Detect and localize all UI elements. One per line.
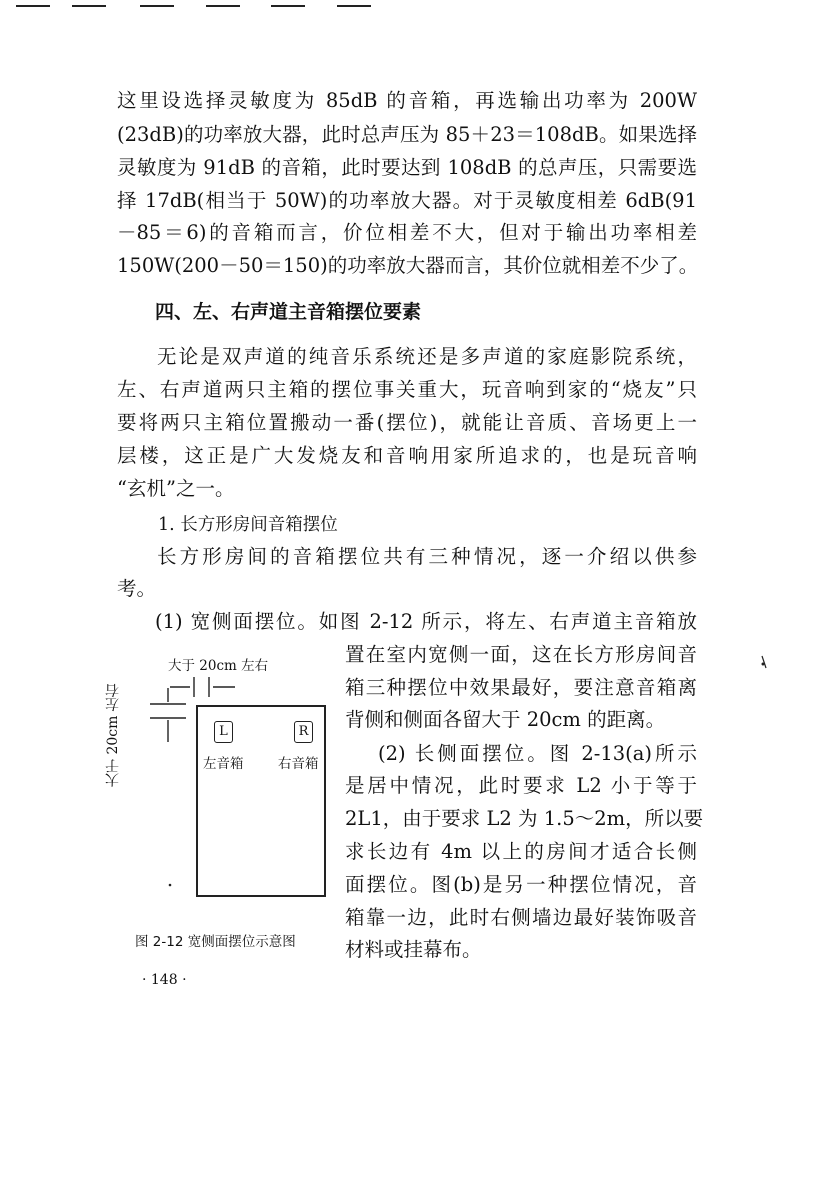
paragraph-line: 层楼，这正是广大发烧友和音响用家所追求的，也是玩音响 [117,444,697,467]
paragraph-line: 要将两只主箱位置搬动一番(摆位)，就能让音质、音场更上一 [117,411,697,434]
top-rule-dash [72,5,106,7]
paragraph-line: 背侧和侧面各留大于 20cm 的距离。 [345,708,666,731]
paragraph-line: 长方形房间的音箱摆位共有三种情况，逐一介绍以供参 [157,545,697,568]
left-speaker-icon: L [214,721,233,743]
top-rule-dash [271,5,305,7]
paragraph-line: (23dB)的功率放大器，此时总声压为 85＋23＝108dB。如果选择 [117,123,697,146]
paragraph-line: 箱靠一边，此时右侧墙边最好装饰吸音 [345,906,697,929]
paragraph-line: 择 17dB(相当于 50W)的功率放大器。对于灵敏度相差 6dB(91 [117,189,697,212]
paragraph-line: 这里设选择灵敏度为 85dB 的音箱，再选输出功率为 200W [117,89,697,112]
paragraph-line: (2) 长侧面摆位。图 2-13(a)所示 [378,742,697,765]
stray-mark [762,656,766,668]
room-outline [196,705,326,897]
top-distance-label: 大于 20cm 左右 [168,658,269,674]
subheading: 1. 长方形房间音箱摆位 [158,515,338,535]
paragraph-line: 灵敏度为 91dB 的音箱，此时要达到 108dB 的总声压，只需要选 [117,156,697,179]
side-distance-label: 大于 20cm 左右 [105,683,121,787]
paragraph-line: 无论是双声道的纯音乐系统还是多声道的家庭影院系统， [157,345,697,368]
paragraph-line: 2L1，由于要求 L2 为 1.5～2m，所以要 [345,807,704,830]
top-rule-dash [337,5,371,7]
figure-caption: 图 2-12 宽侧面摆位示意图 [135,934,296,950]
right-speaker-label: 右音箱 [278,756,319,772]
paragraph-line: －85＝6)的音箱而言，价位相差不大，但对于输出功率相差 [117,221,697,244]
top-rule-dash [16,5,50,7]
stray-mark [762,663,765,666]
top-rule-dash [140,5,174,7]
paragraph-line: 材料或挂幕布。 [345,938,482,961]
paragraph-line: 箱三种摆位中效果最好，要注意音箱离 [345,676,697,699]
paragraph-line: 左、右声道两只主箱的摆位事关重大，玩音响到家的“烧友”只 [117,378,697,401]
paragraph-line: 面摆位。图(b)是另一种摆位情况，音 [345,873,697,896]
left-speaker-label: 左音箱 [203,756,244,772]
section-heading: 四、左、右声道主音箱摆位要素 [155,301,422,323]
paragraph-line: 考。 [117,577,157,600]
stray-dot [169,884,172,887]
paragraph-line: “玄机”之一。 [117,477,235,500]
paragraph-line: 求长边有 4m 以上的房间才适合长侧 [345,840,697,863]
paragraph-line: 150W(200－50＝150)的功率放大器而言，其价位就相差不少了。 [117,254,699,277]
paragraph-line: (1) 宽侧面摆位。如图 2-12 所示，将左、右声道主音箱放 [155,610,697,633]
page-number: · 148 · [142,972,187,988]
top-rule-dash [206,5,240,7]
right-speaker-icon: R [294,721,313,743]
paragraph-line: 是居中情况，此时要求 L2 小于等于 [345,774,697,797]
paragraph-line: 置在室内宽侧一面，这在长方形房间音 [345,643,697,666]
